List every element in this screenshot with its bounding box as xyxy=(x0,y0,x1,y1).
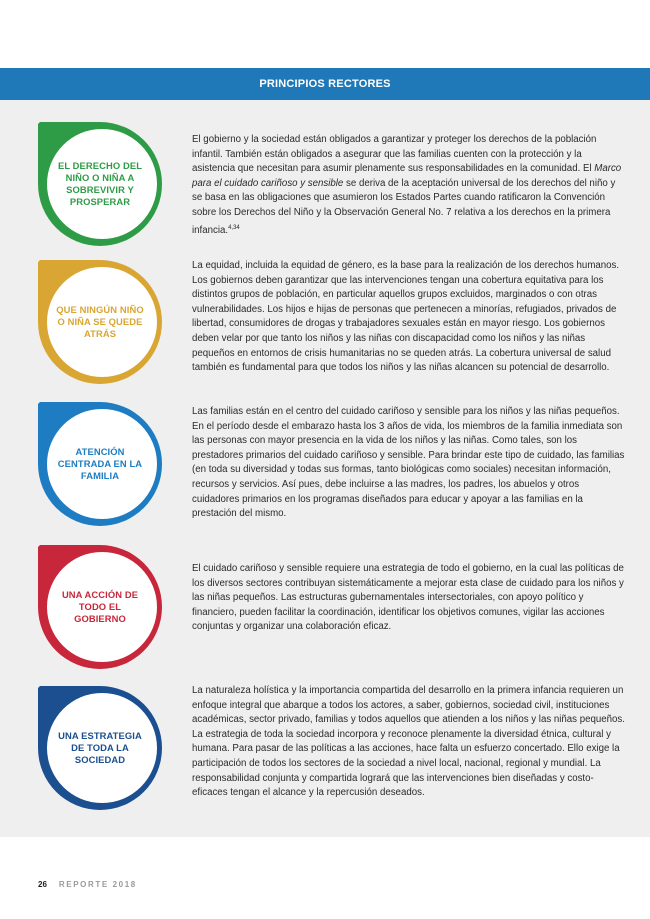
page-footer xyxy=(38,880,137,889)
principle-label: ATENCIÓN CENTRADA EN LA FAMILIA xyxy=(57,445,143,482)
principle-text: La naturaleza holística y la importancia compartida del desarrollo en la primera infancia requieren un enfoque integral que abarque a todos los actores, a saber, gobiernos, sociedad civil, instituciones académicas, sector privado, familias y todos aquellos que atienden a los niños y las niñas pequeños. La estrategia de toda la sociedad incorpora y reconoce plenamente la diversidad étnica, cultural y humana. Para pasar de las políticas a las acciones, hace falta un esfuerzo concertado. Ello exige la participación de todos los sectores de la sociedad a nivel local, nacional, regional y mundial. La responsabilidad conjunta y compartida logrará que las intervenciones bien diseñadas y costo-eficaces tengan el alcance y la repercusión deseados. xyxy=(192,685,625,799)
principle-text: El gobierno y la sociedad están obligados a garantizar y proteger los derechos de la población infantil. También están obligados a asegurar que las familias cuenten con la protección y la asistencia que necesitan para asumir plenamente sus responsabilidades en la comunidad. El Marco para el cuidado cariñoso y sensible se deriva de la aceptación universal de los derechos del niño y se basa en las obligaciones que asumieron los Estados Partes cuando ratificaron la Convención sobre los Derechos del Niño y la Observación General No. 7 relativa a los derechos en la primera infancia.$^{4,34}$ xyxy=(192,134,622,236)
leaf-badge-red xyxy=(36,543,164,671)
principle-label: EL DERECHO DEL NIÑO O NIÑA A SOBREVIVIR Y PROSPERAR xyxy=(57,159,143,208)
leaf-badge-yellow xyxy=(36,258,164,386)
section-banner xyxy=(0,68,650,100)
principle-text: Las familias están en el centro del cuidado cariñoso y sensible para los niños y las niñas pequeños. En el período desde el embarazo hasta los 3 años de vida, los miembros de la familia inmediata son las personas con mayor presencia en la vida de los niños y las niñas. Como tales, son los prestadores primarios del cuidado cariñoso y sensible. Para brindar este tipo de cuidado, las familias (en toda su diversidad y todas sus formas, tanto biológicas como sociales) necesitan información, recursos y servicios. Así pues, debe incluirse a las madres, los padres, los abuelos y otros cuidadores primarios en los programas diseñados para educar y apoyar a las familias en la prestación del mismo. xyxy=(192,406,625,520)
section-title: PRINCIPIOS RECTORES xyxy=(259,78,391,90)
principle-label: UNA ESTRATEGIA DE TODA LA SOCIEDAD xyxy=(58,729,142,766)
reference-superscript: 4,34 xyxy=(228,224,240,231)
principle-text: La equidad, incluida la equidad de género, es la base para la realización de los derechos humanos. Los gobiernos deben garantizar que las intervenciones tengan una cobertura equitativa para los distintos grupos de población, en particular aquellos grupos excluidos, marginados o con otras vulnerabilidades. Los hijos e hijas de personas que pertenecen a minorías, refugiados, privados de libertad, consumidores de drogas y trabajadores sexuales están en mayor riesgo. Los gobiernos deben velar por que tanto los niños y las niñas con discapacidad como los niños y las niñas pequeños en entornos de crisis humanitarias no se queden atrás. La cobertura universal de salud también es fundamental para que todos los niños y las niñas alcancen su potencial de desarrollo. xyxy=(192,260,620,374)
leaf-badge-green xyxy=(36,120,164,248)
page-number: 26 xyxy=(38,880,47,889)
leaf-badge-dark-blue xyxy=(36,684,164,812)
principle-label: UNA ACCIÓN DE TODO EL GOBIERNO xyxy=(61,588,139,625)
principle-label: QUE NINGÚN NIÑO O NIÑA SE QUEDE ATRÁS xyxy=(56,303,144,340)
principle-text: El cuidado cariñoso y sensible requiere una estrategia de todo el gobierno, en la cual las políticas de los diversos sectores contribuyan sistemáticamente a mejorar esta clase de cuidado para los niños y las niñas pequeños. Las estructuras gubernamentales intersectoriales, con apoyo político y financiero, pueden facilitar la coordinación, identificar los objetivos comunes, vigilar las acciones conjuntas y organizar una colaboración eficaz. xyxy=(192,563,624,633)
report-label: REPORTE 2018 xyxy=(58,880,137,889)
leaf-badge-light-blue xyxy=(36,400,164,528)
